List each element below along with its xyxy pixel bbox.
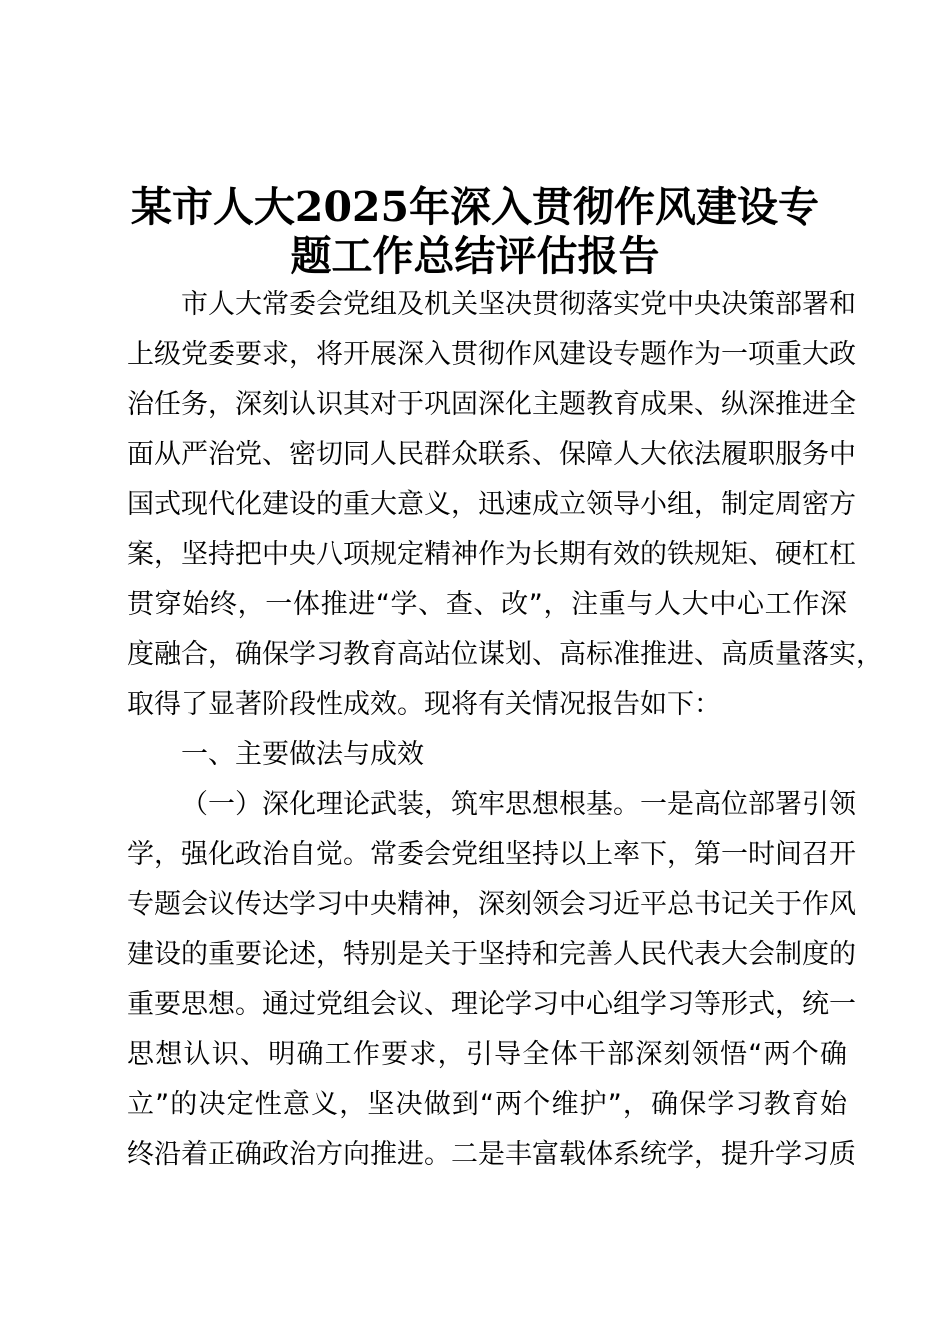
section-heading: 一、主要做法与成效 [181,739,424,770]
subsection-line-3: 专题会议传达学习中央精神，深刻领会习近平总书记关于作风 [127,889,856,920]
document-title-line-2: 题工作总结评估报告 [290,232,660,280]
subsection-line-8: 终沿着正确政治方向推进。二是丰富载体系统学，提升学习质 [127,1139,856,1170]
intro-line-6: 案，坚持把中央八项规定精神作为长期有效的铁规矩、硬杠杠 [127,539,856,570]
subsection-line-4: 建设的重要论述，特别是关于坚持和完善人民代表大会制度的 [127,939,856,970]
intro-line-9: 取得了显著阶段性成效。现将有关情况报告如下： [127,689,721,720]
intro-line-7: 贯穿始终，一体推进“学、查、改”，注重与人大中心工作深 [127,589,847,620]
intro-line-3: 治任务，深刻认识其对于巩固深化主题教育成果、纵深推进全 [127,389,856,420]
subsection-line-2: 学，强化政治自觉。常委会党组坚持以上率下，第一时间召开 [127,839,856,870]
intro-line-2: 上级党委要求，将开展深入贯彻作风建设专题作为一项重大政 [127,339,856,370]
intro-line-5: 国式现代化建设的重大意义，迅速成立领导小组，制定周密方 [127,489,856,520]
subsection-line-5: 重要思想。通过党组会议、理论学习中心组学习等形式，统一 [127,989,856,1020]
subsection-line-7: 立”的决定性意义，坚决做到“两个维护”，确保学习教育始 [127,1089,847,1120]
subsection-line-6: 思想认识、明确工作要求，引导全体干部深刻领悟“两个确 [127,1039,847,1070]
intro-line-1: 市人大常委会党组及机关坚决贯彻落实党中央决策部署和 [181,289,856,320]
document-title-line-1: 某市人大2025年深入贯彻作风建设专 [130,183,820,231]
subsection-line-1: （一）深化理论武装，筑牢思想根基。一是高位部署引领 [181,789,856,820]
intro-line-8: 度融合，确保学习教育高站位谋划、高标准推进、高质量落实， [127,639,883,670]
intro-line-4: 面从严治党、密切同人民群众联系、保障人大依法履职服务中 [127,439,856,470]
